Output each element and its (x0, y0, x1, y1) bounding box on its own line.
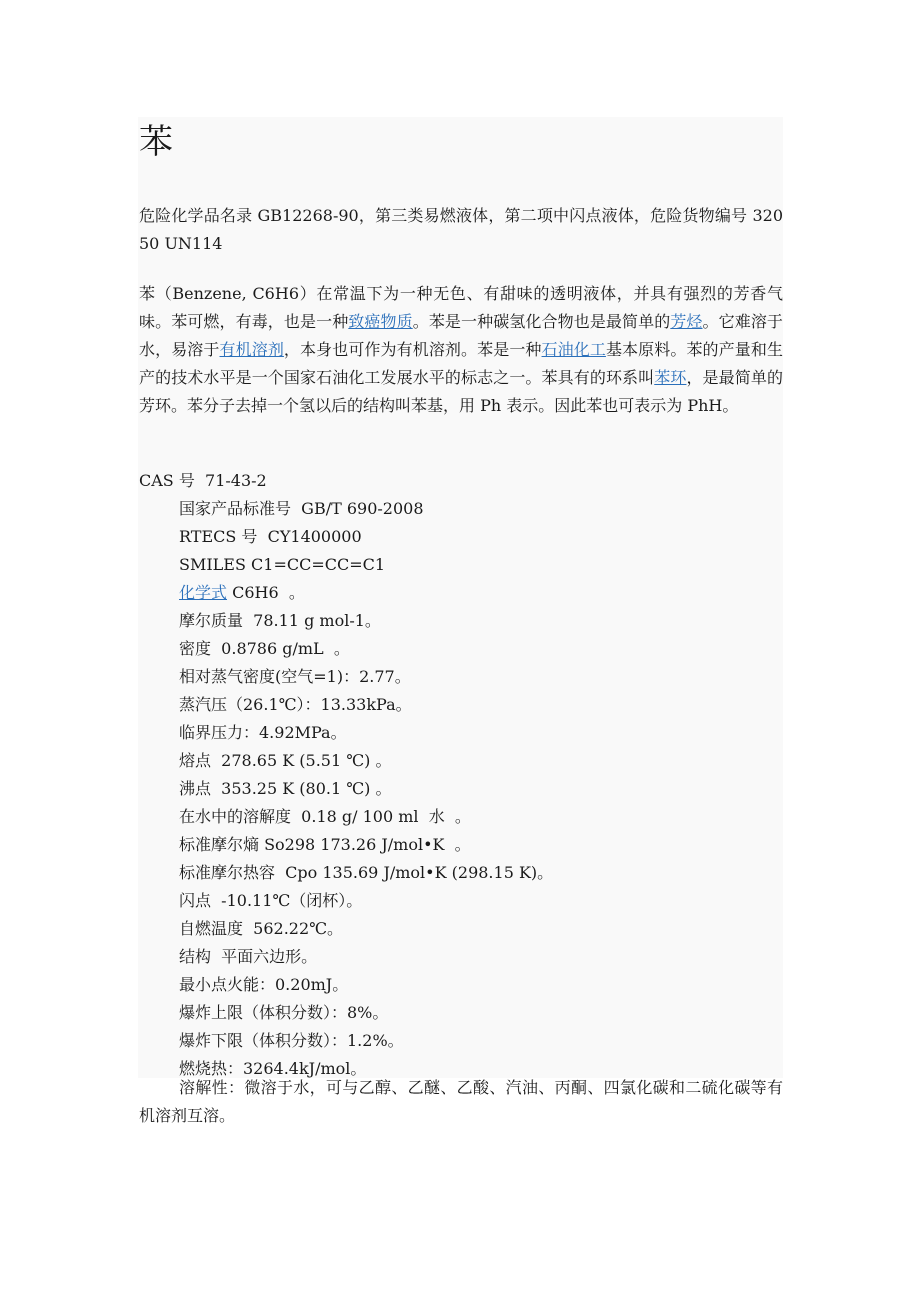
property-item: 蒸汽压（26.1℃）：13.33kPa。 (179, 695, 412, 714)
description-text-1: 苯（Benzene, C6H6）在常温下为一种无色、有甜味的透明液体，并具有强烈的芳香气味。苯可燃，有毒，也是一种 (139, 284, 783, 331)
property-item: RTECS 号 CY1400000 (179, 527, 362, 546)
property-item: 标准摩尔热容 Cpo 135.69 J/mol•K (298.15 K)。 (179, 863, 554, 882)
property-list (179, 495, 553, 1083)
cas-number: CAS 号 71-43-2 (139, 471, 267, 490)
property-item: 摩尔质量 78.11 g mol-1。 (179, 611, 381, 630)
property-item: SMILES C1=CC=CC=C1 (179, 555, 386, 574)
description-text-5: 基本原料。苯的产量和生产的技术水平是一个国家石油化工发展水平的标志之一。苯具有的环系叫 (139, 340, 783, 387)
property-item: 爆炸下限（体积分数）：1.2%。 (179, 1031, 404, 1050)
property-item: 国家产品标准号 GB/T 690-2008 (179, 499, 424, 518)
solubility-paragraph: 溶解性：微溶于水，可与乙醇、乙醚、乙酸、汽油、丙酮、四氯化碳和二硫化碳等有机溶剂互溶。 (139, 1078, 783, 1125)
description-text-3: 。它难溶于水，易溶于 (139, 312, 783, 359)
description-text-6: ，是最简单的芳环。苯分子去掉一个氢以后的结构叫苯基，用 Ph 表示。因此苯也可表示为 PhH。 (139, 368, 783, 415)
benzene-ring-link[interactable]: 苯环 (654, 368, 687, 387)
property-item: 在水中的溶解度 0.18 g/ 100 ml 水 。 (179, 807, 471, 826)
chemical-formula-link[interactable]: 化学式 (179, 583, 228, 602)
formula-value: C6H6 。 (227, 583, 305, 602)
property-item: 燃烧热：3264.4kJ/mol。 (179, 1059, 367, 1078)
hazard-classification-paragraph: 危险化学品名录 GB12268-90，第三类易燃液体，第二项中闪点液体，危险货物编号 32050 UN114 (139, 206, 783, 253)
description-text-4: ，本身也可作为有机溶剂。苯是一种 (283, 340, 542, 359)
page-title: 苯 (139, 122, 173, 162)
carcinogen-link[interactable]: 致癌物质 (348, 312, 413, 331)
property-item: 自燃温度 562.22℃。 (179, 919, 344, 938)
benzene-description-paragraph (139, 280, 783, 420)
property-item: 结构 平面六边形。 (179, 947, 318, 966)
property-item: 相对蒸气密度(空气=1)：2.77。 (179, 667, 411, 686)
property-item: 最小点火能：0.20mJ。 (179, 975, 349, 994)
property-item-formula (179, 579, 553, 607)
property-item: 标准摩尔熵 So298 173.26 J/mol•K 。 (179, 835, 471, 854)
property-item: 熔点 278.65 K (5.51 ℃) 。 (179, 751, 392, 770)
description-text-2: 。苯是一种碳氢化合物也是最简单的 (412, 312, 671, 331)
property-item: 沸点 353.25 K (80.1 ℃) 。 (179, 779, 392, 798)
organic-solvent-link[interactable]: 有机溶剂 (219, 340, 284, 359)
property-item: 临界压力：4.92MPa。 (179, 723, 347, 742)
aromatic-hydrocarbon-link[interactable]: 芳烃 (670, 312, 703, 331)
property-item: 密度 0.8786 g/mL 。 (179, 639, 350, 658)
petrochemical-link[interactable]: 石油化工 (541, 340, 606, 359)
property-item: 爆炸上限（体积分数）：8%。 (179, 1003, 389, 1022)
property-item: 闪点 -10.11℃（闭杯）。 (179, 891, 363, 910)
